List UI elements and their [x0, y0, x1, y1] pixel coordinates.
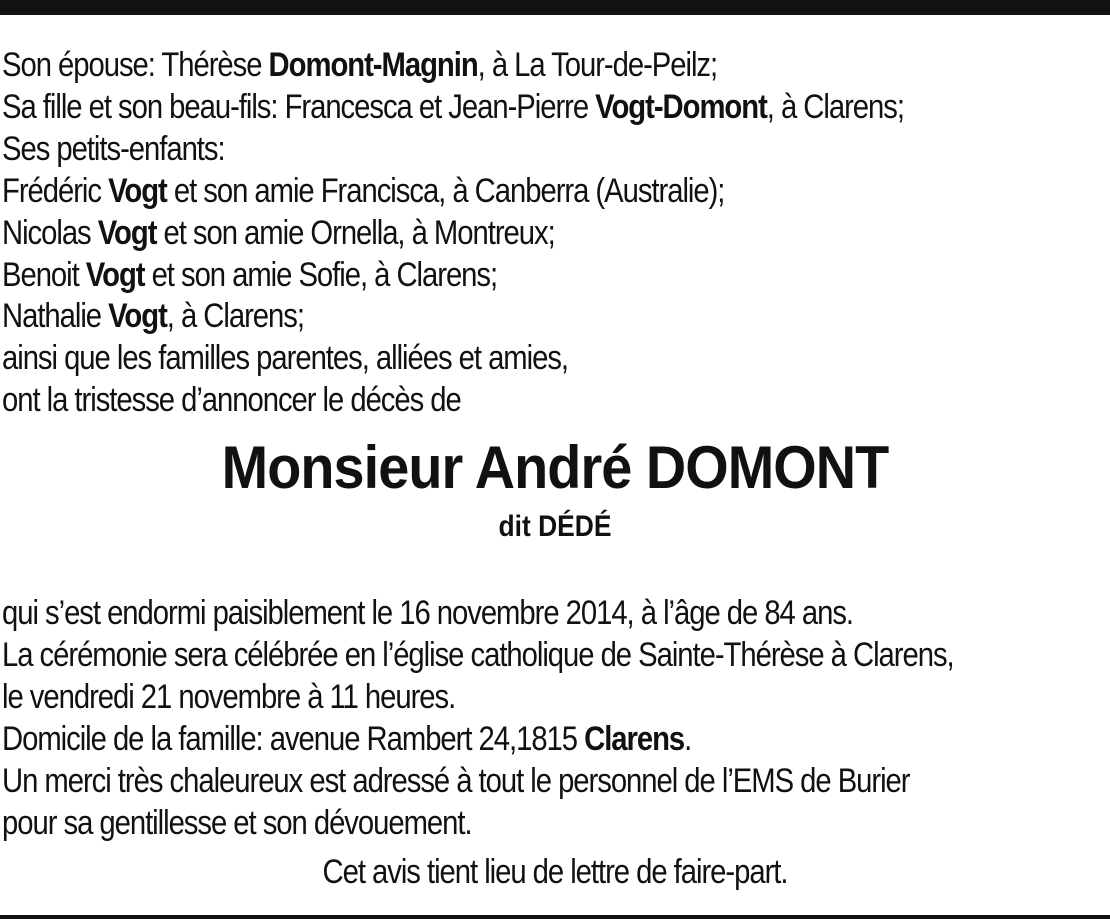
deceased-title	[0, 428, 1110, 546]
closing-note	[0, 852, 1110, 894]
family-line: Benoit Vogt et son amie Sofie, à Clarens;	[2, 255, 498, 294]
detail-line: La cérémonie sera célébrée en l’église catholique de Sainte-Thérèse à Clarens,	[2, 635, 954, 674]
family-line: ainsi que les familles parentes, alliées et amies,	[2, 339, 569, 378]
family-line: Ses petits-enfants:	[2, 129, 225, 168]
closing-line: Cet avis tient lieu de lettre de faire-part.	[322, 853, 788, 891]
family-line: Sa fille et son beau-fils: Francesca et Jean-Pierre Vogt-Domont, à Clarens;	[2, 87, 904, 126]
family-line: Frédéric Vogt et son amie Francisca, à Canberra (Australie);	[2, 171, 725, 210]
detail-line: pour sa gentillesse et son dévouement.	[2, 803, 472, 842]
family-line: Nicolas Vogt et son amie Ornella, à Montreux;	[2, 213, 555, 252]
family-line: Nathalie Vogt, à Clarens;	[2, 297, 304, 336]
detail-line: qui s’est endormi paisiblement le 16 novembre 2014, à l’âge de 84 ans.	[2, 594, 854, 632]
notice-details	[2, 593, 1108, 844]
family-list	[2, 45, 1108, 422]
top-rule	[0, 0, 1110, 15]
detail-line: le vendredi 21 novembre à 11 heures.	[2, 677, 456, 716]
family-line: ont la tristesse d’annoncer le décès de	[2, 381, 461, 420]
deceased-name: Monsieur André DOMONT	[221, 434, 889, 501]
detail-line: Un merci très chaleureux est adressé à tout le personnel de l’EMS de Burier	[2, 761, 910, 800]
detail-line: Domicile de la famille: avenue Rambert 24,1815 Clarens.	[2, 719, 692, 758]
deceased-nickname: dit DÉDÉ	[498, 510, 612, 543]
bottom-rule	[0, 915, 1110, 919]
family-line: Son épouse: Thérèse Domont-Magnin, à La Tour-de-Peilz;	[2, 46, 718, 84]
